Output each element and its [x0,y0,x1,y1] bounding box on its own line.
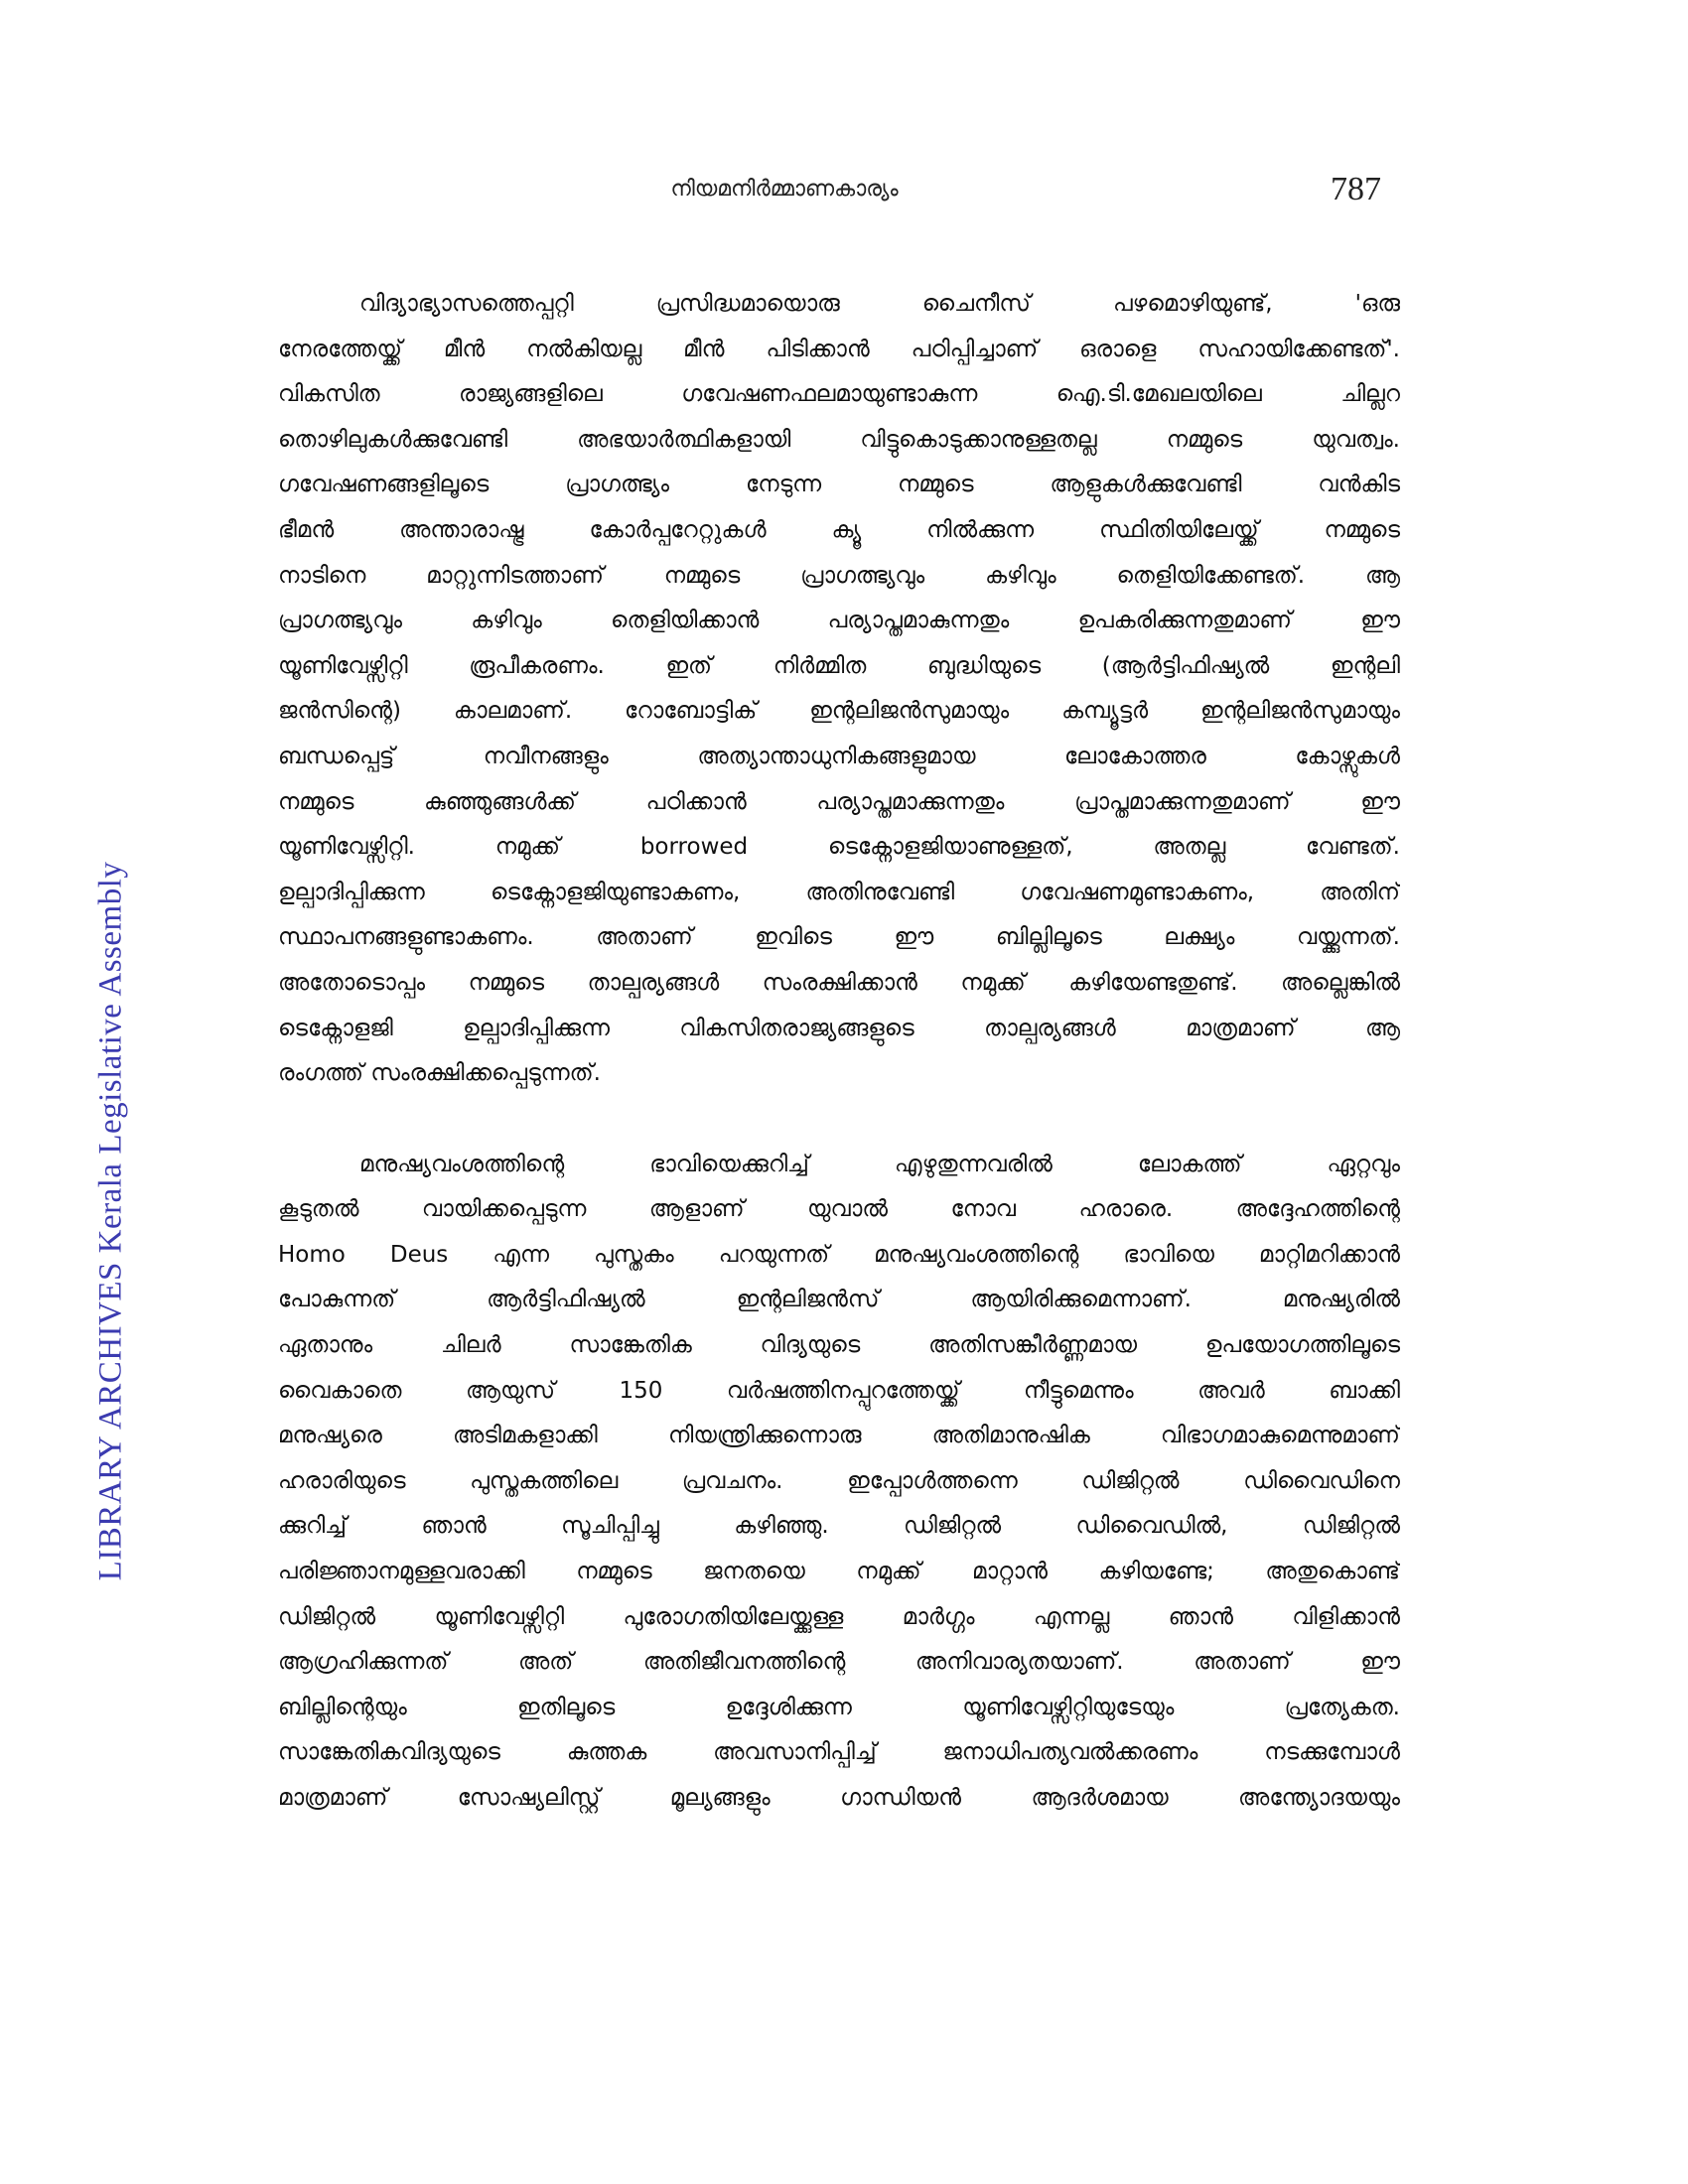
running-title: നിയമനിർമ്മാണകാര്യം [670,177,899,202]
text-line: സ്ഥാപനങ്ങളുണ്ടാകണം. അതാണ് ഇവിടെ ഈ ബില്ലിലൂടെ ലക്ഷ്യം വയ്ക്കുന്നത്. [278,924,1400,951]
page-header [0,171,1688,210]
text-line: ബില്ലിന്റെയും ഇതിലൂടെ ഉദ്ദേശിക്കുന്ന യൂണിവേഴ്സിറ്റിയുടേയും പ്രത്യേകത. [278,1694,1400,1720]
text-line: നമ്മുടെ കുഞ്ഞുങ്ങൾക്ക് പഠിക്കാൻ പര്യാപ്തമാക്കുന്നതും പ്രാപ്തമാക്കുന്നതുമാണ് ഈ [278,788,1400,815]
text-line: പോകുന്നത് ആർട്ടിഫിഷ്യൽ ഇന്റലിജൻസ് ആയിരിക്കുമെന്നാണ്. മനുഷ്യരിൽ [278,1287,1400,1313]
text-line: നാടിനെ മാറ്റുന്നിടത്താണ് നമ്മുടെ പ്രാഗത്ഭ്യവും കഴിവും തെളിയിക്കേണ്ടത്. ആ [278,562,1400,589]
text-line: അതോടൊപ്പം നമ്മുടെ താല്പര്യങ്ങൾ സംരക്ഷിക്കാൻ നമുക്ക് കഴിയേണ്ടതുണ്ട്. അല്ലെങ്കിൽ [278,969,1400,996]
text-line: കൂടുതൽ വായിക്കപ്പെടുന്ന ആളാണ് യുവാൽ നോവ ഹരാരെ. അദ്ദേഹത്തിന്റെ [278,1196,1400,1223]
text-line: ഏതാനും ചിലർ സാങ്കേതിക വിദ്യയുടെ അതിസങ്കീർണ്ണമായ ഉപയോഗത്തിലൂടെ [278,1332,1400,1359]
text-line: ഹരാരിയുടെ പുസ്തകത്തിലെ പ്രവചനം. ഇപ്പോൾത്തന്നെ ഡിജിറ്റൽ ഡിവൈഡിനെ [278,1467,1400,1494]
text-line: തൊഴിലുകൾക്കുവേണ്ടി അഭയാർത്ഥികളായി വിട്ടുകൊടുക്കാനുള്ളതല്ല നമ്മുടെ യുവത്വം. [278,426,1400,453]
text-line: ക്കുറിച്ച് ഞാൻ സൂചിപ്പിച്ചു കഴിഞ്ഞു. ഡിജിറ്റൽ ഡിവൈഡിൽ, ഡിജിറ്റൽ [278,1513,1400,1540]
text-line: വിദ്യാഭ്യാസത്തെപ്പറ്റി പ്രസിദ്ധമായൊരു ചൈനീസ് പഴമൊഴിയുണ്ട്, 'ഒരു [359,291,1400,317]
paragraph-2 [278,1143,1400,1822]
text-line: ബന്ധപ്പെട്ട് നവീനങ്ങളും അത്യാന്താധുനികങ്ങളുമായ ലോകോത്തര കോഴ്സുകൾ [278,743,1400,769]
text-line: വൈകാതെ ആയുസ് 150 വർഷത്തിനപ്പുറത്തേയ്ക്ക് നീട്ടുമെന്നും അവർ ബാക്കി [278,1377,1400,1404]
text-line: ഭീമൻ അന്താരാഷ്ട്ര കോർപ്പറേറ്റുകൾ ക്യൂ നിൽക്കുന്ന സ്ഥിതിയിലേയ്ക്ക് നമ്മുടെ [278,516,1400,543]
text-line: യൂണിവേഴ്സിറ്റി രൂപീകരണം. ഇത് നിർമ്മിത ബുദ്ധിയുടെ (ആർട്ടിഫിഷ്യൽ ഇന്റലി [278,652,1400,679]
text-line: മനുഷ്യരെ അടിമകളാക്കി നിയന്ത്രിക്കുന്നൊരു അതിമാനുഷിക വിഭാഗമാകുമെന്നുമാണ് [278,1423,1400,1449]
text-line: ടെക്നോളജി ഉല്പാദിപ്പിക്കുന്ന വികസിതരാജ്യങ്ങളുടെ താല്പര്യങ്ങൾ മാത്രമാണ് ആ [278,1015,1400,1041]
watermark-text: LIBRARY ARCHIVES Kerala Legislative Assembly [92,861,129,1581]
text-line: നേരത്തേയ്ക്ക് മീൻ നൽകിയല്ല മീൻ പിടിക്കാൻ പഠിപ്പിച്ചാണ് ഒരാളെ സഹായിക്കേണ്ടത്'. [278,336,1400,362]
text-line: സാങ്കേതികവിദ്യയുടെ കുത്തക അവസാനിപ്പിച്ച് ജനാധിപത്യവൽക്കരണം നടക്കുമ്പോൾ [278,1739,1400,1766]
text-line: ഗവേഷണങ്ങളിലൂടെ പ്രാഗത്ഭ്യം നേടുന്ന നമ്മുടെ ആളുകൾക്കുവേണ്ടി വൻകിട [278,472,1400,498]
text-line: ആഗ്രഹിക്കുന്നത് അത് അതിജീവനത്തിന്റെ അനിവാര്യതയാണ്. അതാണ് ഈ [278,1649,1400,1676]
text-line: യൂണിവേഴ്സിറ്റി. നമുക്ക് borrowed ടെക്നോളജിയാണുള്ളത്, അതല്ല വേണ്ടത്. [278,834,1400,861]
page-number: 787 [1331,171,1381,207]
paragraph-1 [278,282,1400,1097]
text-line: Homo Deus എന്ന പുസ്തകം പറയുന്നത് മനുഷ്യവംശത്തിന്റെ ഭാവിയെ മാറ്റിമറിക്കാൻ [278,1241,1400,1268]
text-line: ജൻസിന്റെ) കാലമാണ്. റോബോട്ടിക് ഇന്റലിജൻസുമായും കമ്പ്യൂട്ടർ ഇന്റലിജൻസുമായും [278,698,1400,725]
text-line: വികസിത രാജ്യങ്ങളിലെ ഗവേഷണഫലമായുണ്ടാകുന്ന ഐ.ടി.മേഖലയിലെ ചില്ലറ [278,381,1400,408]
text-line: രംഗത്ത് സംരക്ഷിക്കപ്പെടുന്നത്. [278,1060,601,1087]
text-line: ഡിജിറ്റൽ യൂണിവേഴ്സിറ്റി പുരോഗതിയിലേയ്ക്കുള്ള മാർഗ്ഗം എന്നല്ല ഞാൻ വിളിക്കാൻ [278,1603,1400,1630]
text-line: മാത്രമാണ് സോഷ്യലിസ്റ്റ് മൂല്യങ്ങളും ഗാന്ധിയൻ ആദർശമായ അന്ത്യോദയയും [278,1785,1400,1811]
text-line: പരിജ്ഞാനമുള്ളവരാക്കി നമ്മുടെ ജനതയെ നമുക്ക് മാറ്റാൻ കഴിയണ്ടേ; അതുകൊണ്ട് [278,1559,1400,1585]
text-line: പ്രാഗത്ഭ്യവും കഴിവും തെളിയിക്കാൻ പര്യാപ്തമാകുന്നതും ഉപകരിക്കുന്നതുമാണ് ഈ [278,608,1400,634]
body-text [278,282,1400,1867]
text-line: ഉല്പാദിപ്പിക്കുന്ന ടെക്നോളജിയുണ്ടാകണം, അതിനുവേണ്ടി ഗവേഷണമുണ്ടാകണം, അതിന് [278,879,1400,905]
text-line: മനുഷ്യവംശത്തിന്റെ ഭാവിയെക്കുറിച്ച് എഴുതുന്നവരിൽ ലോകത്ത് ഏറ്റവും [359,1151,1400,1177]
